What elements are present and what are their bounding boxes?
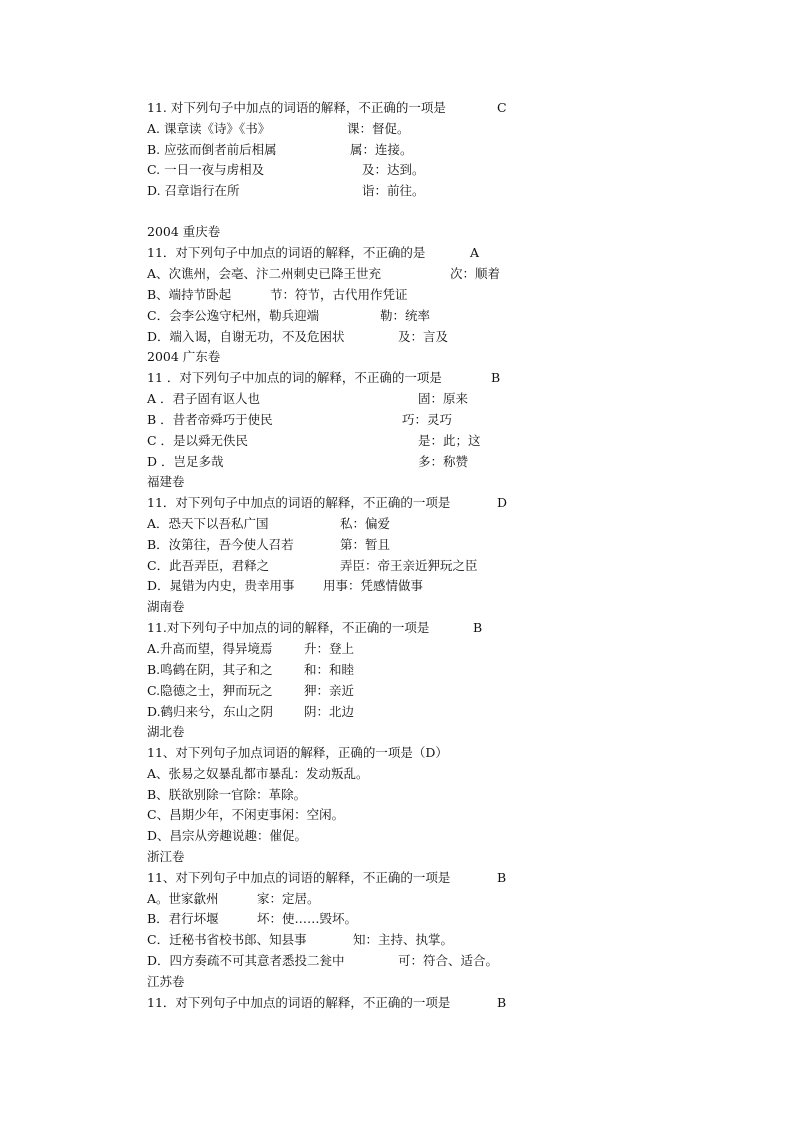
option-explanation: 巧：灵巧 [402, 412, 453, 427]
question-stem-text: 11．对下列句子中加点的词语的解释，不正确的一项是 [147, 995, 451, 1010]
option-text: B．君行坏堰 [147, 911, 219, 926]
option-line [147, 911, 358, 927]
question-stem-text: 11．对下列句子中加点的词语的解释，不正确的是 [147, 245, 426, 260]
question-stem-text: 11、对下列句子中加点的词语的解释，不正确的一项是 [147, 870, 451, 885]
option-text: C. 一日一夜与虏相及 [147, 162, 265, 177]
option-line [147, 578, 424, 594]
question-stem-text: 11 ．对下列句子中加点的词的解释，不正确的一项是 [147, 370, 442, 385]
option-line [147, 766, 369, 782]
option-explanation: 多：称赞 [418, 454, 469, 469]
answer-letter: B [497, 870, 507, 885]
question-stem-text: 11.对下列句子中加点的词的解释，不正确的一项是 [147, 620, 430, 635]
question-stem [147, 245, 480, 261]
option-text: C ．是以舜无佚民 [147, 433, 249, 448]
option-explanation: 次：顺着 [450, 266, 501, 281]
option-explanation: 及：言及 [398, 329, 449, 344]
option-text: D.鹤归来兮，东山之阴 [147, 704, 274, 719]
option-explanation: 第：暂且 [340, 537, 391, 552]
section-heading-text: 2004 广东卷 [147, 349, 221, 364]
option-explanation: 弄臣：帝王亲近狎玩之臣 [340, 558, 478, 573]
question-stem-text: 11. 对下列句子中加点的词语的解释，不正确的一项是 [147, 100, 446, 115]
option-text: C.隐德之士，狎而玩之 [147, 683, 273, 698]
answer-letter: C [497, 100, 507, 115]
answer-letter: B [491, 370, 501, 385]
option-line [147, 162, 425, 178]
option-text: A、次谯州，会亳、汴二州刺史已降王世充 [147, 266, 382, 281]
option-line [147, 828, 307, 844]
option-line [147, 454, 469, 470]
option-text: A。世家歙州 [147, 891, 219, 906]
option-line [147, 932, 454, 948]
option-explanation: 节：符节，古代用作凭证 [270, 287, 408, 302]
question-stem-text: 11、对下列句子加点词语的解释，正确的一项是（D） [147, 745, 448, 760]
question-stem [147, 370, 501, 386]
option-text: D．四方奏疏不可其意者悉投二瓮中 [147, 953, 345, 968]
option-line [147, 391, 469, 407]
question-stem [147, 870, 507, 886]
option-explanation: 和：和睦 [304, 662, 355, 677]
question-stem [147, 620, 483, 636]
answer-letter: B [473, 620, 483, 635]
option-text: D、昌宗从旁趣说趣：催促。 [147, 828, 308, 843]
question-stem [147, 745, 448, 761]
option-text: A、张易之奴暴乱都市暴乱：发动叛乱。 [147, 766, 369, 781]
option-text: B、朕欲别除一官除：革除。 [147, 787, 307, 802]
answer-letter: D [497, 495, 508, 510]
section-heading [147, 974, 185, 990]
option-text: B.鸣鹤在阴，其子和之 [147, 662, 273, 677]
option-explanation: 升：登上 [304, 641, 355, 656]
option-text: D．端入谒，自谢无功，不及危困状 [147, 329, 345, 344]
option-line [147, 516, 391, 532]
option-text: D ．岂足多哉 [147, 454, 224, 469]
option-explanation: 是：此；这 [418, 433, 481, 448]
section-heading [147, 599, 185, 615]
option-line [147, 183, 425, 199]
option-explanation: 勒：统率 [380, 308, 431, 323]
section-heading-text: 福建卷 [147, 474, 185, 489]
section-heading-text: 2004 重庆卷 [147, 224, 221, 239]
option-line [147, 433, 481, 449]
option-text: A. 课章读《诗》《书》 [147, 121, 271, 136]
question-stem-text: 11．对下列句子中加点的词语的解释，不正确的一项是 [147, 495, 451, 510]
option-line [147, 662, 355, 678]
question-stem [147, 100, 507, 116]
option-line [147, 266, 501, 282]
option-explanation: 固：原来 [418, 391, 469, 406]
answer-letter: A [470, 245, 480, 260]
section-heading [147, 849, 185, 865]
option-explanation: 可：符合、适合。 [398, 953, 499, 968]
option-line [147, 412, 453, 428]
answer-letter: B [497, 995, 507, 1010]
section-heading [147, 724, 185, 740]
option-text: C、昌期少年，不闲吏事闲：空闲。 [147, 807, 345, 822]
section-heading [147, 224, 220, 240]
option-line [147, 787, 306, 803]
option-text: C．此吾弄臣，君释之 [147, 558, 270, 573]
option-explanation: 私：偏爱 [340, 516, 391, 531]
option-line [147, 142, 413, 158]
option-line [147, 891, 320, 907]
option-line [147, 704, 355, 720]
section-heading [147, 349, 220, 365]
option-line [147, 121, 410, 137]
option-explanation: 课：督促。 [347, 121, 410, 136]
option-explanation: 坏：使……毁坏。 [257, 911, 358, 926]
option-text: A.升高而望，得异境焉 [147, 641, 273, 656]
option-text: C．迁秘书省校书郎、知县事 [147, 932, 307, 947]
option-line [147, 807, 344, 823]
section-heading-text: 江苏卷 [147, 974, 185, 989]
option-explanation: 及：达到。 [362, 162, 425, 177]
question-stem [147, 495, 508, 511]
section-heading-text: 湖北卷 [147, 724, 185, 739]
option-line [147, 558, 478, 574]
option-text: B、端持节卧起 [147, 287, 232, 302]
option-line [147, 641, 355, 657]
option-text: A ．君子固有讴人也 [147, 391, 261, 406]
question-stem [147, 995, 507, 1011]
option-line [147, 953, 499, 969]
option-explanation: 家：定居。 [257, 891, 320, 906]
option-explanation: 用事：凭感情做事 [323, 578, 424, 593]
option-text: D．晁错为内史，贵幸用事 [147, 578, 295, 593]
option-text: B ．昔者帝舜巧于使民 [147, 412, 273, 427]
option-text: A．恐天下以吾私广国 [147, 516, 269, 531]
option-line [147, 308, 431, 324]
section-heading-text: 浙江卷 [147, 849, 185, 864]
option-line [147, 329, 449, 345]
option-explanation: 诣：前往。 [362, 183, 425, 198]
section-heading-text: 湖南卷 [147, 599, 185, 614]
option-explanation: 属：连接。 [350, 142, 413, 157]
option-text: B．汝第往，吾今使人召若 [147, 537, 294, 552]
option-line [147, 683, 355, 699]
option-text: D. 召章诣行在所 [147, 183, 240, 198]
option-explanation: 狎：亲近 [304, 683, 355, 698]
option-line [147, 537, 391, 553]
option-explanation: 知：主持、执掌。 [353, 932, 454, 947]
section-heading [147, 474, 185, 490]
option-explanation: 阴：北边 [304, 704, 355, 719]
option-text: B. 应弦而倒者前后相属 [147, 142, 277, 157]
option-line [147, 287, 408, 303]
option-text: C．会李公逸守杞州，勒兵迎端 [147, 308, 320, 323]
